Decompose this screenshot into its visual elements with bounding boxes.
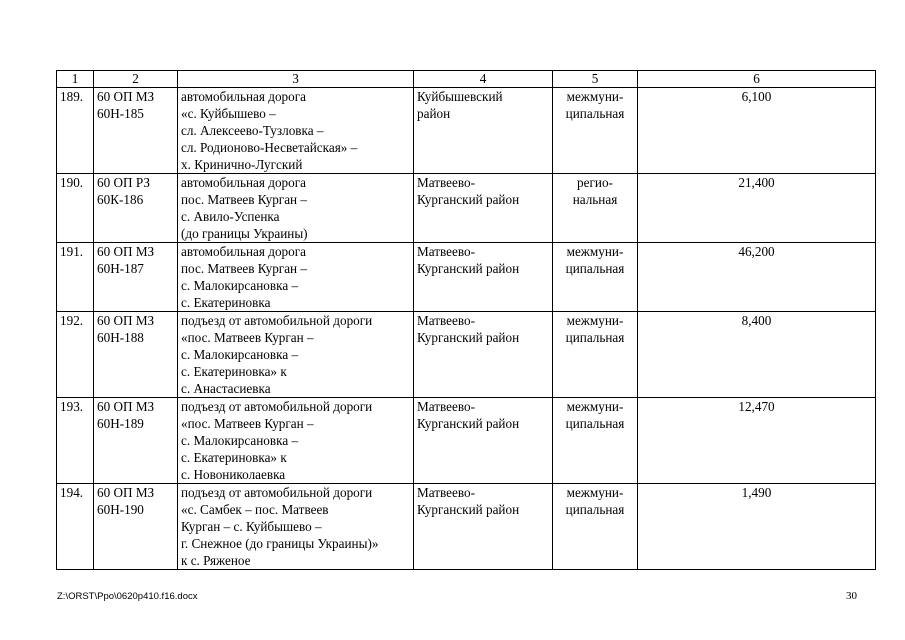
road-type-line: межмуни- bbox=[566, 313, 624, 328]
road-name-line: с. Малокирсановка – bbox=[181, 278, 299, 293]
road-name-line: с. Малокирсановка – bbox=[181, 347, 299, 362]
road-name-line: автомобильная дорога bbox=[181, 175, 307, 190]
document-table bbox=[56, 70, 876, 570]
road-name-line: с. Екатериновка» к bbox=[181, 450, 287, 465]
table-row bbox=[57, 398, 876, 484]
column-header: 2 bbox=[94, 71, 178, 88]
road-name-line: пос. Матвеев Курган – bbox=[181, 192, 308, 207]
road-type-line: ципальная bbox=[565, 330, 625, 345]
road-type-line: нальная bbox=[572, 192, 618, 207]
column-header: 6 bbox=[638, 71, 876, 88]
road-type bbox=[553, 243, 638, 312]
road-name-line: сл. Родионово-Несветайская» – bbox=[181, 140, 358, 155]
district-line: Матвеево- bbox=[417, 175, 475, 190]
road-name-line: с. Анастасиевка bbox=[181, 381, 271, 396]
table-row bbox=[57, 174, 876, 243]
road-code-line: 60К-186 bbox=[97, 192, 144, 207]
road-type bbox=[553, 398, 638, 484]
road-name-line: с. Екатериновка» к bbox=[181, 364, 287, 379]
district-line: Курганский район bbox=[417, 192, 520, 207]
road-name bbox=[178, 88, 414, 174]
column-header: 3 bbox=[178, 71, 414, 88]
road-name-line: с. Екатериновка bbox=[181, 295, 271, 310]
road-name-line: х. Кринично-Лугский bbox=[181, 157, 303, 172]
road-length: 1,490 bbox=[638, 484, 876, 570]
district-line: Матвеево- bbox=[417, 313, 475, 328]
road-name-line: с. Новониколаевка bbox=[181, 467, 286, 482]
table-row bbox=[57, 484, 876, 570]
road-type-line: регио- bbox=[577, 175, 613, 190]
road-code-line: 60 ОП МЗ bbox=[97, 485, 155, 500]
column-header: 5 bbox=[553, 71, 638, 88]
row-number: 190. bbox=[57, 174, 94, 243]
road-name bbox=[178, 243, 414, 312]
road-name-line: с. Малокирсановка – bbox=[181, 433, 299, 448]
road-name-line: «пос. Матвеев Курган – bbox=[181, 416, 314, 431]
road-code bbox=[94, 243, 178, 312]
road-type-line: межмуни- bbox=[566, 244, 624, 259]
road-code-line: 60Н-185 bbox=[97, 106, 144, 121]
road-name-line: подъезд от автомобильной дороги bbox=[181, 313, 373, 328]
road-type-line: межмуни- bbox=[566, 399, 624, 414]
district-line: Матвеево- bbox=[417, 244, 475, 259]
district bbox=[414, 243, 553, 312]
road-name-line: (до границы Украины) bbox=[181, 226, 308, 241]
road-code-line: 60Н-188 bbox=[97, 330, 144, 345]
road-name-line: г. Снежное (до границы Украины)» bbox=[181, 536, 379, 551]
row-number: 193. bbox=[57, 398, 94, 484]
road-name-line: «с. Самбек – пос. Матвеев bbox=[181, 502, 329, 517]
district-line: Курганский район bbox=[417, 416, 520, 431]
road-type-line: ципальная bbox=[565, 106, 625, 121]
column-header: 1 bbox=[57, 71, 94, 88]
road-name-line: подъезд от автомобильной дороги bbox=[181, 399, 373, 414]
road-name-line: автомобильная дорога bbox=[181, 244, 307, 259]
road-type-line: ципальная bbox=[565, 502, 625, 517]
road-type-line: межмуни- bbox=[566, 485, 624, 500]
road-code bbox=[94, 88, 178, 174]
road-code bbox=[94, 484, 178, 570]
page-number: 30 bbox=[846, 590, 857, 602]
road-length: 46,200 bbox=[638, 243, 876, 312]
road-code-line: 60Н-190 bbox=[97, 502, 144, 517]
road-code bbox=[94, 398, 178, 484]
road-name-line: Курган – с. Куйбышево – bbox=[181, 519, 322, 534]
road-name-line: сл. Алексеево-Тузловка – bbox=[181, 123, 324, 138]
road-code bbox=[94, 174, 178, 243]
district bbox=[414, 88, 553, 174]
table-row bbox=[57, 243, 876, 312]
road-length: 6,100 bbox=[638, 88, 876, 174]
road-name bbox=[178, 484, 414, 570]
road-length: 12,470 bbox=[638, 398, 876, 484]
road-code-line: 60Н-189 bbox=[97, 416, 144, 431]
table-body bbox=[57, 88, 876, 570]
column-header: 4 bbox=[414, 71, 553, 88]
road-code-line: 60 ОП МЗ bbox=[97, 244, 155, 259]
table-header-row bbox=[57, 71, 876, 88]
district bbox=[414, 484, 553, 570]
district-line: Матвеево- bbox=[417, 399, 475, 414]
road-name bbox=[178, 174, 414, 243]
district-line: Курганский район bbox=[417, 502, 520, 517]
road-type-line: межмуни- bbox=[566, 89, 624, 104]
road-type-line: ципальная bbox=[565, 416, 625, 431]
road-code-line: 60 ОП РЗ bbox=[97, 175, 150, 190]
road-name bbox=[178, 312, 414, 398]
road-type bbox=[553, 88, 638, 174]
district-line: Матвеево- bbox=[417, 485, 475, 500]
road-type bbox=[553, 174, 638, 243]
road-name-line: с. Авило-Успенка bbox=[181, 209, 280, 224]
row-number: 189. bbox=[57, 88, 94, 174]
road-name-line: автомобильная дорога bbox=[181, 89, 307, 104]
file-path: Z:\ORST\Ppo\0620p410.f16.docx bbox=[57, 591, 198, 602]
road-name bbox=[178, 398, 414, 484]
road-code-line: 60 ОП МЗ bbox=[97, 399, 155, 414]
district-line: Куйбышевский bbox=[417, 89, 503, 104]
road-type bbox=[553, 312, 638, 398]
row-number: 191. bbox=[57, 243, 94, 312]
road-type bbox=[553, 484, 638, 570]
row-number: 194. bbox=[57, 484, 94, 570]
road-code-line: 60 ОП МЗ bbox=[97, 313, 155, 328]
table-row bbox=[57, 312, 876, 398]
road-name-line: «пос. Матвеев Курган – bbox=[181, 330, 314, 345]
district bbox=[414, 312, 553, 398]
road-type-line: ципальная bbox=[565, 261, 625, 276]
table-row bbox=[57, 88, 876, 174]
road-name-line: подъезд от автомобильной дороги bbox=[181, 485, 373, 500]
road-code-line: 60Н-187 bbox=[97, 261, 144, 276]
district-line: Курганский район bbox=[417, 330, 520, 345]
road-code-line: 60 ОП МЗ bbox=[97, 89, 155, 104]
district bbox=[414, 174, 553, 243]
road-name-line: «с. Куйбышево – bbox=[181, 106, 276, 121]
district-line: Курганский район bbox=[417, 261, 520, 276]
road-code bbox=[94, 312, 178, 398]
row-number: 192. bbox=[57, 312, 94, 398]
road-name-line: пос. Матвеев Курган – bbox=[181, 261, 308, 276]
road-length: 21,400 bbox=[638, 174, 876, 243]
district bbox=[414, 398, 553, 484]
road-length: 8,400 bbox=[638, 312, 876, 398]
district-line: район bbox=[417, 106, 451, 121]
road-name-line: к с. Ряженое bbox=[181, 553, 251, 568]
